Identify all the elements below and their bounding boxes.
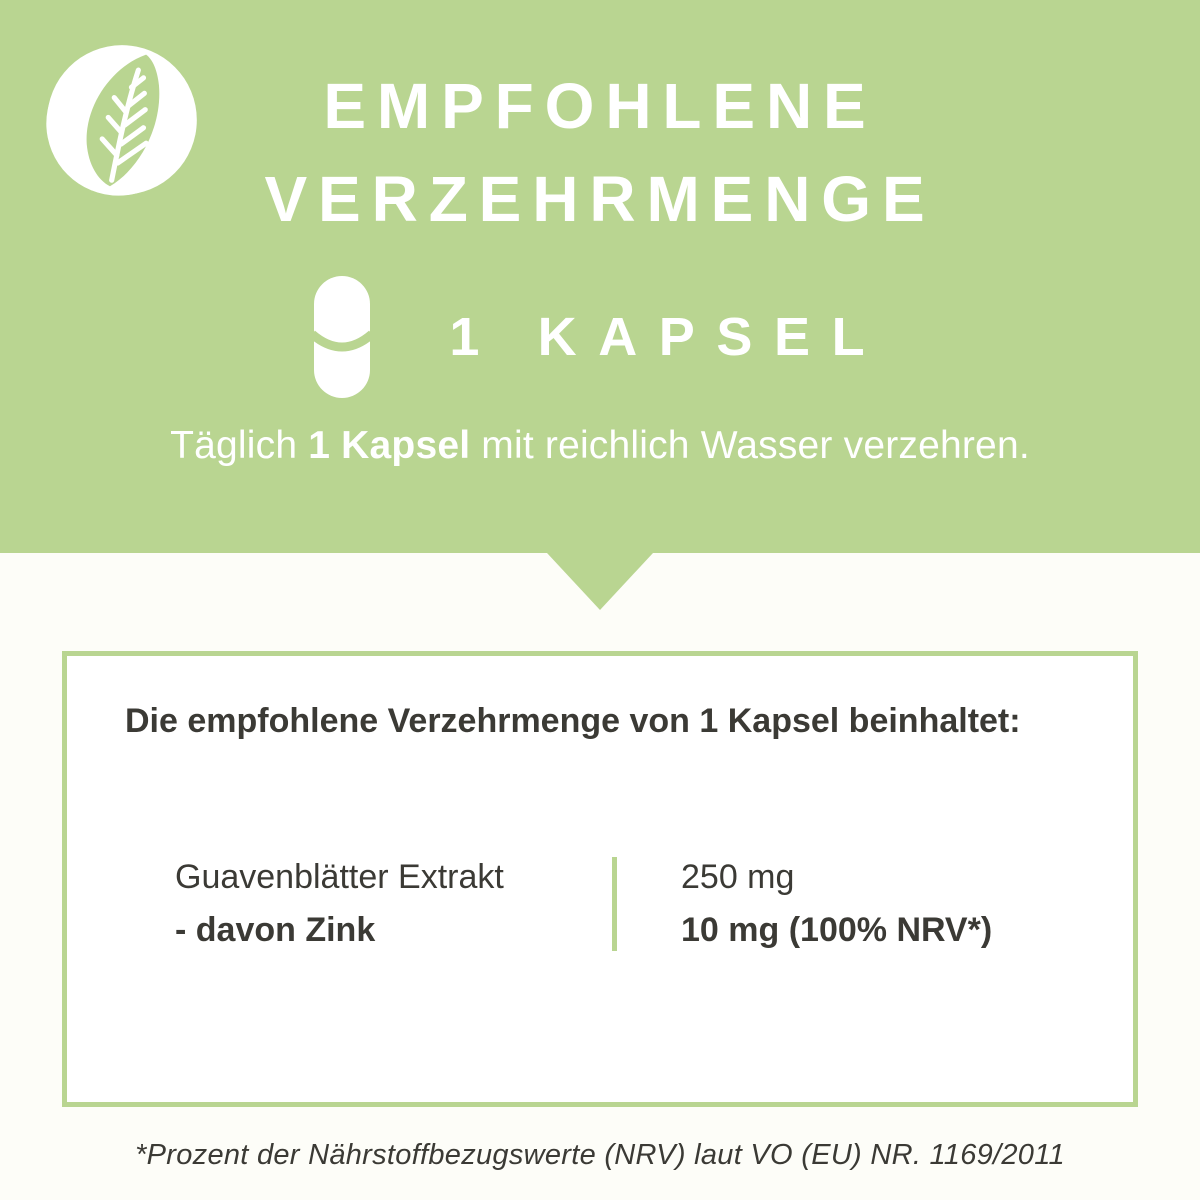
triangle-down-pointer [547,553,653,610]
leaf-logo-icon [36,34,208,206]
info-box-heading: Die empfohlene Verzehrmenge von 1 Kapsel beinhaltet: [125,702,1021,740]
page-title-line1: EMPFOHLENE [323,70,877,142]
nutrient-value: 10 mg (100% NRV*) [681,910,993,949]
capsule-icon [314,276,370,398]
page-title-line2: VERZEHRMENGE [264,162,936,235]
dose-label: 1 KAPSEL [449,306,887,367]
nutrient-name: Guavenblätter Extrakt [175,858,504,896]
nutrient-value: 250 mg [681,858,795,896]
nutrient-info-box [62,651,1138,1107]
nutrient-name: - davon Zink [175,910,376,949]
nrv-footnote: *Prozent der Nährstoffbezugswerte (NRV) laut VO (EU) NR. 1169/2011 [135,1139,1065,1171]
recommended-intake-banner [0,0,1200,553]
dose-row [0,276,1200,398]
instruction-suffix: mit reichlich Wasser verzehren. [470,423,1030,467]
instruction-bold: 1 Kapsel [308,423,471,467]
nutrient-table [125,851,1075,956]
intake-instruction [0,424,1200,468]
instruction-prefix: Täglich [170,423,309,467]
